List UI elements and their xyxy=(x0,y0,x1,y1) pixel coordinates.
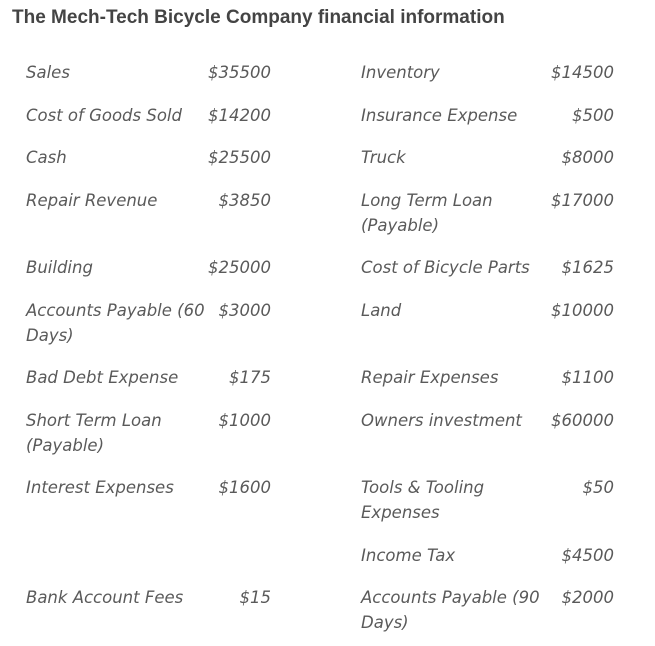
right-label: Owners investment xyxy=(361,411,522,430)
left-label: Cost of Goods Sold xyxy=(26,106,182,125)
left-value: $15 xyxy=(239,588,271,607)
right-value: $17000 xyxy=(551,191,614,210)
right-label: Income Tax xyxy=(361,546,456,565)
left-label: Bank Account Fees xyxy=(26,588,184,607)
left-label: Interest Expenses xyxy=(26,478,174,497)
left-value: $175 xyxy=(229,368,271,387)
right-label: Long Term Loan (Payable) xyxy=(361,191,493,235)
right-label: Cost of Bicycle Parts xyxy=(361,258,530,277)
right-value: $500 xyxy=(572,106,614,125)
right-label: Repair Expenses xyxy=(361,368,499,387)
right-value: $4500 xyxy=(561,546,614,565)
right-label: Insurance Expense xyxy=(361,106,518,125)
right-value: $14500 xyxy=(551,63,614,82)
left-label: Building xyxy=(26,258,93,277)
left-value: $14200 xyxy=(208,106,271,125)
right-label: Accounts Payable (90 Days) xyxy=(361,588,540,632)
right-label: Tools & Tooling Expenses xyxy=(361,478,485,522)
right-label: Land xyxy=(361,301,402,320)
left-value: $1600 xyxy=(218,478,271,497)
left-value: $35500 xyxy=(208,63,271,82)
left-label: Repair Revenue xyxy=(26,191,158,210)
right-value: $2000 xyxy=(561,588,614,607)
right-value: $50 xyxy=(582,478,614,497)
right-label: Inventory xyxy=(361,63,440,82)
right-label: Truck xyxy=(361,148,406,167)
right-value: $10000 xyxy=(551,301,614,320)
left-label: Cash xyxy=(26,148,67,167)
left-label: Sales xyxy=(26,63,70,82)
right-value: $8000 xyxy=(561,148,614,167)
left-label: Accounts Payable (60 Days) xyxy=(26,301,205,345)
page-title: The Mech-Tech Bicycle Company financial information xyxy=(12,7,505,28)
right-value: $60000 xyxy=(551,411,614,430)
left-value: $1000 xyxy=(218,411,271,430)
left-value: $25000 xyxy=(208,258,271,277)
right-value: $1625 xyxy=(561,258,614,277)
left-label: Bad Debt Expense xyxy=(26,368,179,387)
left-value: $25500 xyxy=(208,148,271,167)
right-value: $1100 xyxy=(561,368,614,387)
left-value: $3850 xyxy=(218,191,271,210)
left-label: Short Term Loan (Payable) xyxy=(26,411,162,455)
left-value: $3000 xyxy=(218,301,271,320)
